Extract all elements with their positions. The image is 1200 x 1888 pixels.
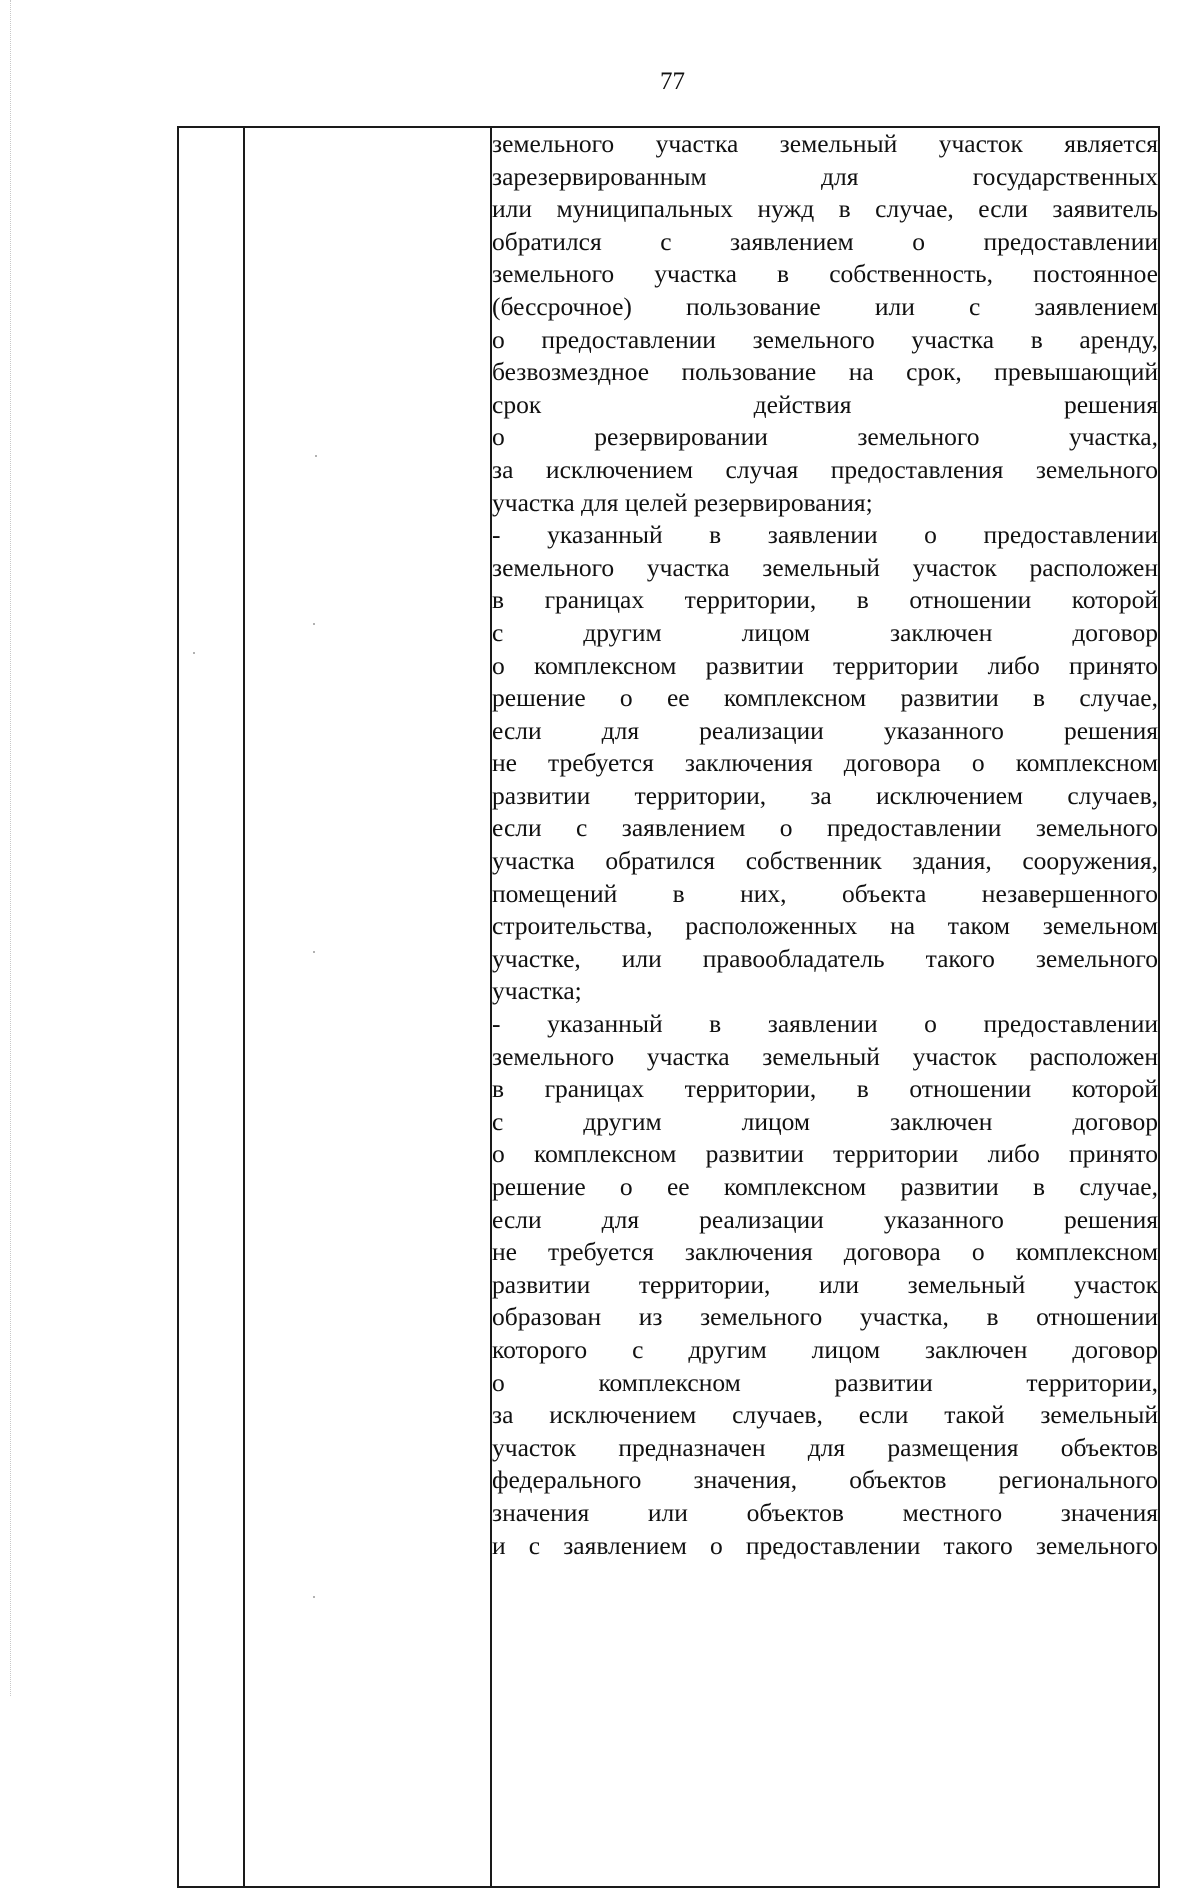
text-line: земельного участка земельный участок является [492, 129, 1158, 158]
text-line: если с заявлением о предоставлении земельного [492, 813, 1158, 843]
text-line: не требуется заключения договора о комплексном [492, 748, 1158, 778]
text-line: помещений в них, объекта незавершенного [492, 878, 1158, 908]
table-cell-name [244, 127, 491, 1887]
scan-speck [313, 1596, 315, 1598]
scan-speck [313, 623, 315, 625]
scan-speck [315, 455, 317, 457]
text-line: участка обратился собственник здания, сооружения, [492, 846, 1158, 876]
text-line: (бессрочное) пользование или с заявлением [492, 291, 1158, 321]
text-line: строительства, расположенных на таком земельном [492, 911, 1158, 941]
text-line: земельного участка в собственность, постоянное [492, 259, 1158, 289]
text-line: или муниципальных нужд в случае, если заявитель [492, 194, 1158, 224]
text-line: за исключением случаев, если такой земельный [492, 1400, 1158, 1430]
page-number: 77 [660, 68, 685, 95]
text-line: земельного участка земельный участок расположен [492, 552, 1158, 582]
text-line: значения или объектов местного значения [492, 1497, 1158, 1527]
text-line: о комплексном развитии территории либо принято [492, 1139, 1158, 1169]
text-line: о комплексном развитии территории, [492, 1367, 1158, 1397]
text-line: о резервировании земельного участка, [492, 422, 1158, 452]
table-row [178, 127, 1159, 1887]
text-line: участка для целей резервирования; [492, 487, 873, 517]
text-line: - указанный в заявлении о предоставлении [492, 1009, 1158, 1039]
table-cell-text [491, 127, 1159, 1887]
text-line: за исключением случая предоставления земельного [492, 454, 1158, 484]
text-line: участок предназначен для размещения объектов [492, 1432, 1158, 1462]
text-line: развитии территории, или земельный участок [492, 1269, 1158, 1299]
text-line: срок действия решения [492, 389, 1158, 419]
document-table [177, 126, 1160, 1888]
table-cell-number [178, 127, 244, 1887]
text-line: развитии территории, за исключением случаев, [492, 780, 1158, 810]
text-line: решение о ее комплексном развитии в случае, [492, 1172, 1158, 1201]
text-line: с другим лицом заключен договор [492, 1106, 1158, 1136]
text-line: решение о ее комплексном развитии в случае, [492, 683, 1158, 713]
text-line: земельного участка земельный участок расположен [492, 1041, 1158, 1071]
text-line: обратился с заявлением о предоставлении [492, 226, 1158, 256]
scan-speck [313, 951, 315, 953]
text-line: - указанный в заявлении о предоставлении [492, 520, 1158, 550]
text-line: безвозмездное пользование на срок, превышающий [492, 357, 1158, 387]
text-line: зарезервированным для государственных [492, 161, 1158, 191]
text-line: в границах территории, в отношении которой [492, 1074, 1158, 1104]
text-line: и с заявлением о предоставлении такого земельного [492, 1530, 1158, 1560]
text-line: с другим лицом заключен договор [492, 617, 1158, 647]
text-line: в границах территории, в отношении которой [492, 585, 1158, 615]
text-line: о комплексном развитии территории либо принято [492, 650, 1158, 680]
text-line: не требуется заключения договора о комплексном [492, 1237, 1158, 1267]
text-line: о предоставлении земельного участка в аренду, [492, 324, 1158, 354]
text-line: если для реализации указанного решения [492, 1204, 1158, 1234]
text-line: которого с другим лицом заключен договор [492, 1334, 1158, 1364]
text-line: участке, или правообладатель такого земельного [492, 943, 1158, 973]
text-line: участка; [492, 976, 582, 1006]
scan-speck [193, 652, 195, 654]
scan-edge-artifact [10, 0, 12, 1696]
cell-text-block [492, 128, 1158, 1562]
text-line: если для реализации указанного решения [492, 715, 1158, 745]
text-line: федерального значения, объектов регионального [492, 1465, 1158, 1495]
text-line: образован из земельного участка, в отношении [492, 1302, 1158, 1332]
